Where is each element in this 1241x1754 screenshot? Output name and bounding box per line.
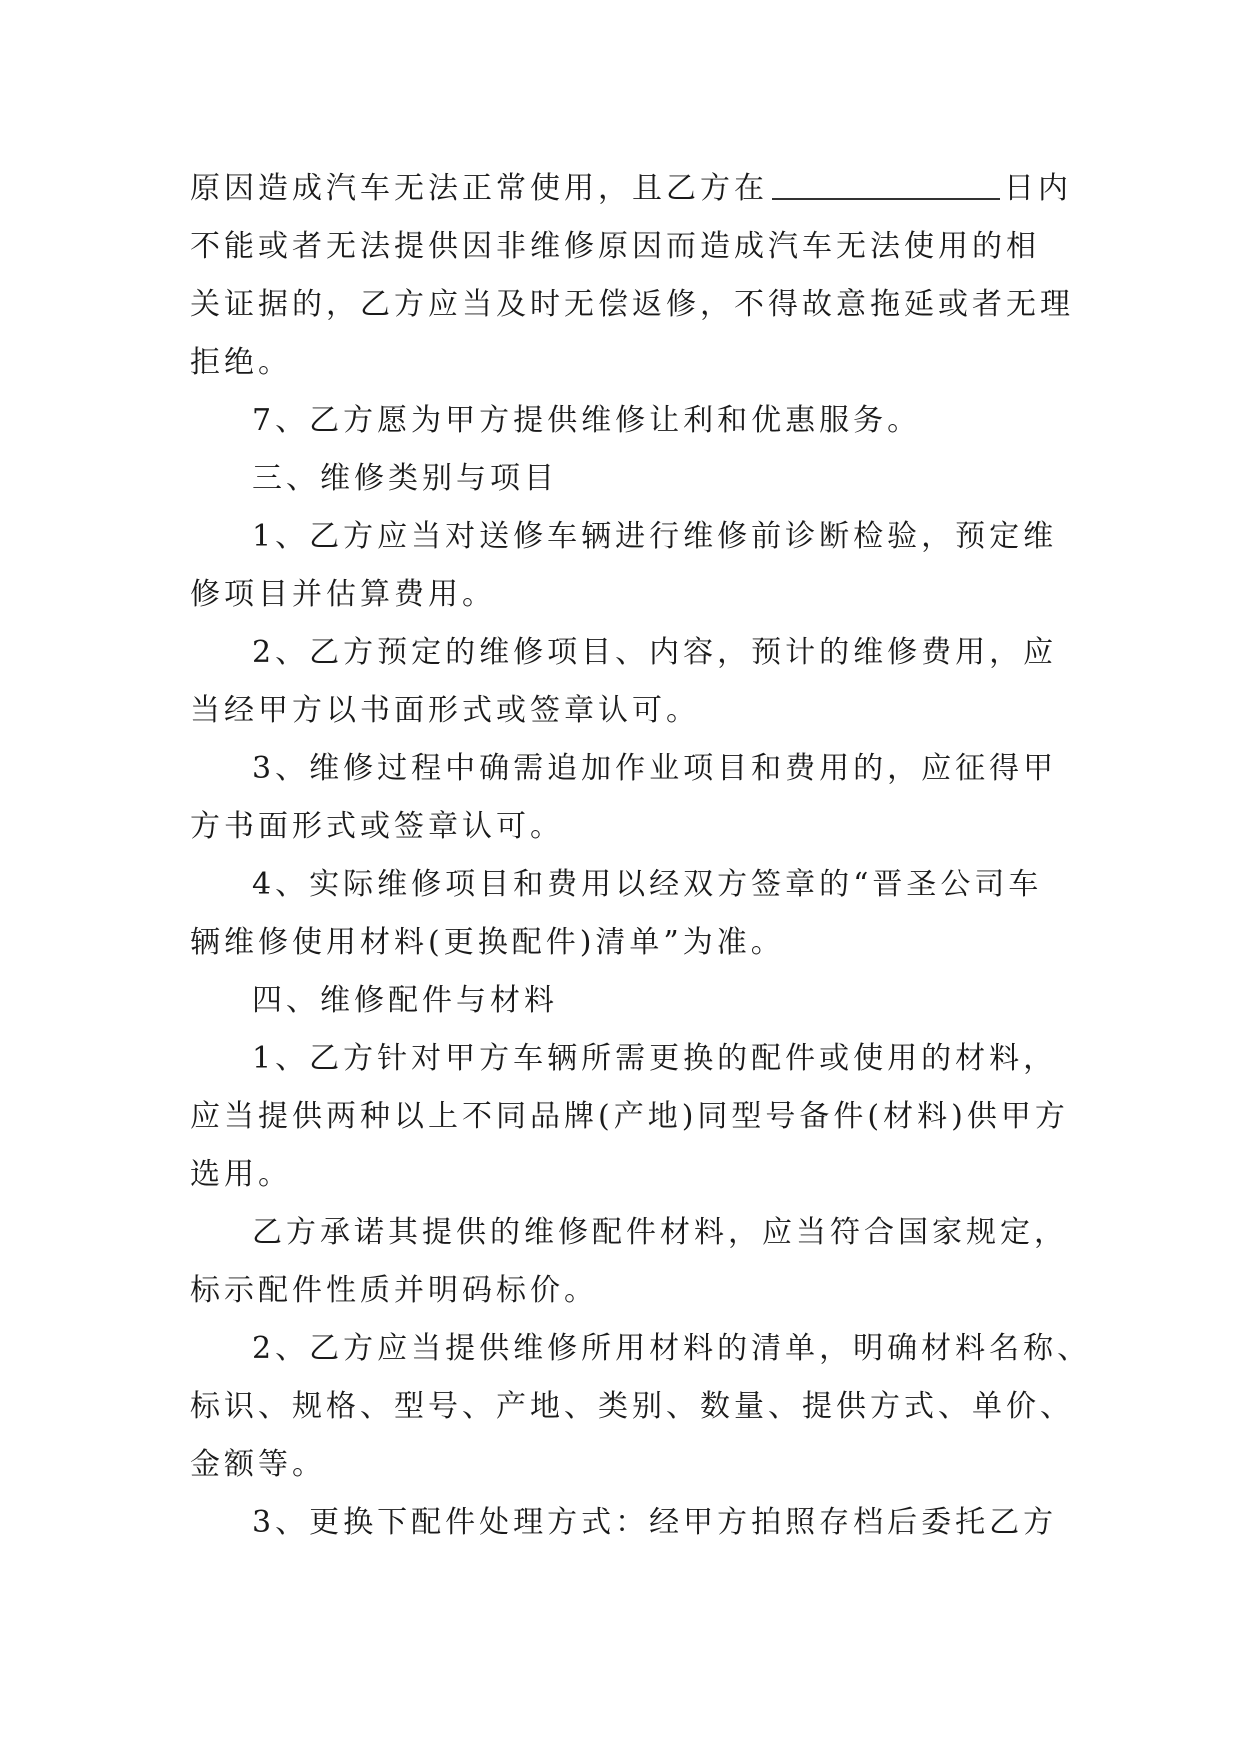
text-line: 选用。 (190, 1157, 292, 1192)
text-line: 乙方承诺其提供的维修配件材料，应当符合国家规定， (252, 1215, 1068, 1250)
section-heading-3 (190, 450, 1060, 508)
text-line: 关证据的，乙方应当及时无偿返修，不得故意拖延或者无理 (190, 287, 1074, 322)
text-line: 辆维修使用材料(更换配件)清单”为准。 (190, 925, 785, 960)
paragraph-warranty-continued (190, 160, 1074, 392)
text-line: 3、更换下配件处理方式：经甲方拍照存档后委托乙方 (252, 1505, 1058, 1540)
text-line: 1、乙方针对甲方车辆所需更换的配件或使用的材料， (252, 1041, 1058, 1076)
paragraph-4-1 (190, 1030, 1069, 1204)
fill-in-blank (772, 172, 1000, 200)
text-line: 7、乙方愿为甲方提供维修让利和优惠服务。 (252, 403, 922, 438)
paragraph-3-1 (190, 508, 1060, 624)
text-line: 拒绝。 (190, 345, 292, 380)
text-line: 2、乙方预定的维修项目、内容，预计的维修费用，应 (252, 635, 1058, 670)
heading-text: 三、维修类别与项目 (252, 461, 558, 496)
text-line: 3、维修过程中确需追加作业项目和费用的，应征得甲 (252, 751, 1058, 786)
document-page (190, 160, 1092, 1552)
text-segment: 原因造成汽车无法正常使用，且乙方在 (190, 171, 768, 206)
text-line: 当经甲方以书面形式或签章认可。 (190, 693, 700, 728)
heading-text: 四、维修配件与材料 (252, 983, 558, 1018)
paragraph-3-4 (190, 856, 1060, 972)
text-line: 金额等。 (190, 1447, 326, 1482)
paragraph-3-3 (190, 740, 1060, 856)
text-line: 修项目并估算费用。 (190, 577, 496, 612)
text-line: 1、乙方应当对送修车辆进行维修前诊断检验，预定维 (252, 519, 1058, 554)
paragraph-3-2 (190, 624, 1060, 740)
text-line: 不能或者无法提供因非维修原因而造成汽车无法使用的相 (190, 229, 1040, 264)
paragraph-4-2 (190, 1320, 1092, 1494)
text-line: 2、乙方应当提供维修所用材料的清单，明确材料名称、 (252, 1331, 1092, 1366)
paragraph-4-1-b (190, 1204, 1068, 1320)
text-line (190, 160, 1072, 218)
paragraph-item-7 (190, 392, 1060, 450)
text-line: 4、实际维修项目和费用以经双方签章的“晋圣公司车 (252, 867, 1043, 902)
text-line: 应当提供两种以上不同品牌(产地)同型号备件(材料)供甲方 (190, 1099, 1069, 1134)
text-segment: 日内 (1004, 171, 1072, 206)
section-heading-4 (190, 972, 1060, 1030)
text-line: 标识、规格、型号、产地、类别、数量、提供方式、单价、 (190, 1389, 1074, 1424)
paragraph-4-3 (190, 1494, 1060, 1552)
text-line: 标示配件性质并明码标价。 (190, 1273, 598, 1308)
text-line: 方书面形式或签章认可。 (190, 809, 564, 844)
